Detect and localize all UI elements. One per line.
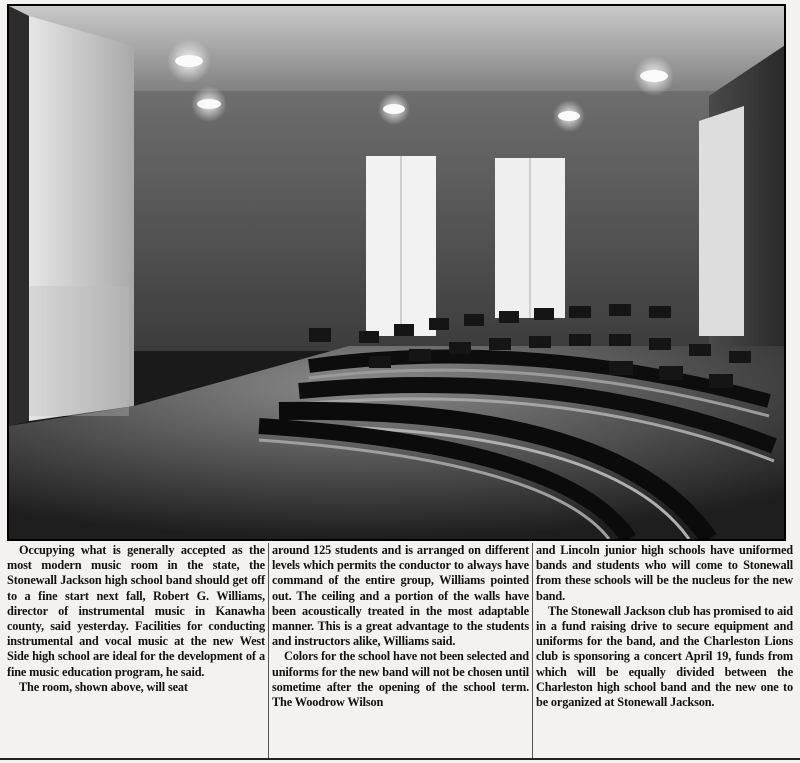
music-room-image xyxy=(9,6,784,539)
paragraph: and Lincoln junior high schools have uniformed bands and students who will come to Stonewall from these schools will be the nucleus for the new band. xyxy=(536,543,793,603)
article-column-3 xyxy=(532,543,796,759)
paragraph: Colors for the school have not been selected and uniforms for the new band will not be chosen until sometime after the opening of the school term. The Woodrow Wilson xyxy=(272,649,529,710)
music-room-photograph xyxy=(7,4,786,541)
article-columns xyxy=(4,543,796,759)
article-column-1 xyxy=(4,543,268,759)
bottom-rule xyxy=(0,758,800,760)
paragraph: Occupying what is generally accepted as the most modern music room in the state, the Stonewall Jackson high school band should get off to a fine start next fall, Robert G. Williams, director of instrumental music in Kanawha county, said yesterday. Facilities for conducting instrumental and vocal music at the new West Side high school are ideal for the development of a fine music education program, he said. xyxy=(7,543,265,679)
paragraph: around 125 students and is arranged on different levels which permits the conductor to always have command of the entire group, Williams pointed out. The ceiling and a portion of the walls have been acoustically treated in the most adaptable manner. This is a great advantage to the students and instructors alike, Williams said. xyxy=(272,543,529,649)
article-column-2 xyxy=(268,543,532,759)
paragraph: The Stonewall Jackson club has promised to aid in a fund raising drive to secure equipment and uniforms for the band, and the Charleston Lions club is sponsoring a concert April 19, funds from which will be equally divided between the Charleston high school band and the new one to be organized at Stonewall Jackson. xyxy=(536,603,793,710)
paragraph: The room, shown above, will seat xyxy=(19,679,188,694)
